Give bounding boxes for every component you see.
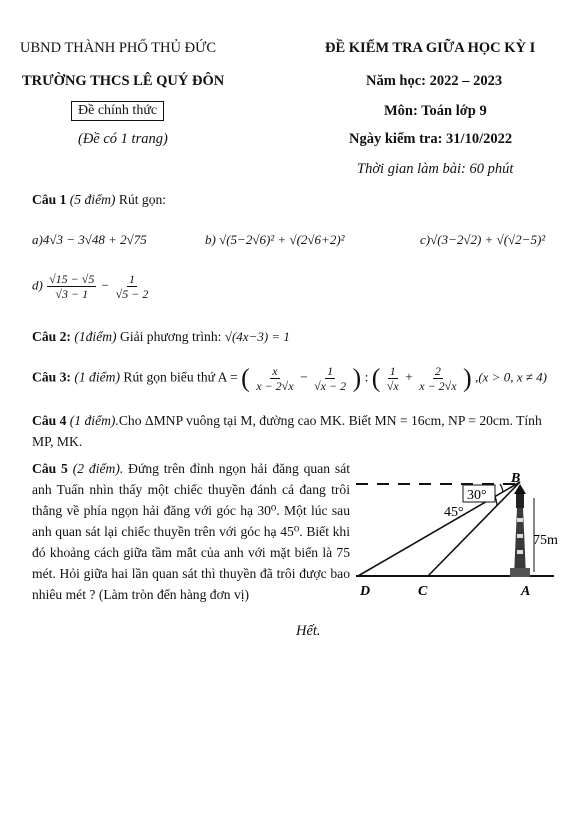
numerator: 1 [129, 272, 135, 286]
denominator: √x − 2 [314, 379, 347, 393]
operator: + [405, 369, 413, 385]
question-1c: c)√(3−2√2) + √(√2−5)² [420, 232, 546, 247]
question-text: Cho ΔMNP vuông tại M, đường cao MK. Biết MN = 16cm, NP = 20cm. Tính MP, MK. [32, 413, 542, 449]
fraction [254, 364, 295, 393]
numerator: 1 [389, 364, 396, 378]
question-points: (5 điểm) [69, 192, 116, 207]
question-1-heading [32, 189, 166, 210]
exam-date: Ngày kiểm tra: 31/10/2022 [349, 131, 513, 147]
fraction [114, 272, 151, 301]
department-name: UBND THÀNH PHỐ THỦ ĐỨC [20, 40, 217, 56]
question-5 [32, 458, 350, 605]
label-a: A [521, 584, 531, 599]
angle-45-label: 45° [444, 505, 464, 520]
school-year: Năm học: 2022 – 2023 [366, 73, 503, 89]
fraction [417, 364, 458, 393]
question-1a: a)4√3 − 3√48 + 2√75 [32, 232, 147, 247]
official-stamp: Đề chính thức [71, 101, 164, 121]
numerator: 1 [327, 364, 334, 378]
fraction [385, 364, 401, 393]
condition: ,(x > 0, x ≠ 4) [475, 369, 547, 385]
exam-title: ĐỀ KIỂM TRA GIỮA HỌC KỲ I [325, 40, 536, 56]
question-1d-label: d) [32, 277, 43, 293]
angle-arc-30 [500, 484, 503, 492]
school-name: TRƯỜNG THCS LÊ QUÝ ĐÔN [22, 73, 225, 89]
question-instruction: Rút gọn: [118, 192, 167, 207]
question-label: Câu 5 [32, 461, 68, 476]
label-b: B [511, 471, 521, 486]
question-2 [32, 326, 290, 347]
question-points: (1 điểm). [69, 413, 119, 428]
operator: − [300, 369, 308, 385]
question-points: (1điểm) [74, 329, 117, 344]
question-1d [32, 272, 151, 301]
denominator: √x [386, 379, 399, 393]
denominator: x − 2√x [256, 379, 294, 393]
pages-note: (Đề có 1 trang) [78, 131, 168, 147]
duration: Thời gian làm bài: 60 phút [357, 161, 514, 177]
question-label: Câu 2: [32, 329, 71, 344]
question-1b: b) √(5−2√6)² + √(2√6+2)² [205, 232, 345, 247]
question-4 [32, 410, 562, 452]
lighthouse-figure [348, 468, 570, 612]
question-3 [32, 364, 547, 393]
denominator: √5 − 2 [115, 287, 149, 301]
question-text: Đứng trên đỉnh ngọn hải đăng quan sát anh Tuấn nhìn thấy một chiếc thuyền đánh cá đang trôi thẳng về phía ngọn hải đăng với góc hạ 30⁰. Một lúc sau anh quan sát lại chiếc thuyền trên với góc hạ 45⁰. Biết khi đó khoảng cách giữa tầm mắt của anh với mặt biển là 75 mét. Hỏi giữa hai lần quan sát thì thuyền đã trôi được bao nhiêu mét ? (Làm tròn đến hàng đơn vị) [32, 461, 351, 602]
subject: Môn: Toán lớp 9 [384, 103, 487, 119]
question-label: Câu 4 [32, 413, 67, 428]
label-c: C [418, 584, 428, 599]
bracket: ( [241, 363, 250, 393]
equation: √(4x−3) = 1 [224, 329, 290, 344]
fraction [312, 364, 348, 393]
numerator: x [272, 364, 278, 378]
angle-30-label: 30° [467, 488, 487, 503]
denominator: x − 2√x [419, 379, 457, 393]
question-label: Câu 1 [32, 192, 67, 207]
question-points: (2 điểm). [72, 461, 124, 476]
sight-line-30 [358, 482, 520, 576]
question-text: Giải phương trình: [120, 329, 222, 344]
bracket: ) [352, 363, 362, 393]
fraction [47, 272, 96, 301]
label-d: D [360, 584, 371, 599]
denominator: √3 − 1 [55, 287, 89, 301]
operator: : [364, 369, 369, 385]
bracket: ( [371, 363, 381, 393]
bracket: ) [463, 363, 472, 393]
question-points: (1 điểm) [74, 369, 120, 385]
numerator: 2 [434, 364, 441, 378]
question-text: Rút gọn biểu thứ A = [123, 369, 238, 385]
question-label: Câu 3: [32, 369, 71, 385]
height-label: 75m [533, 533, 558, 548]
end-marker: Hết. [296, 623, 321, 639]
operator: − [100, 277, 110, 293]
lighthouse-icon [510, 484, 530, 577]
numerator: √15 − √5 [49, 272, 95, 286]
